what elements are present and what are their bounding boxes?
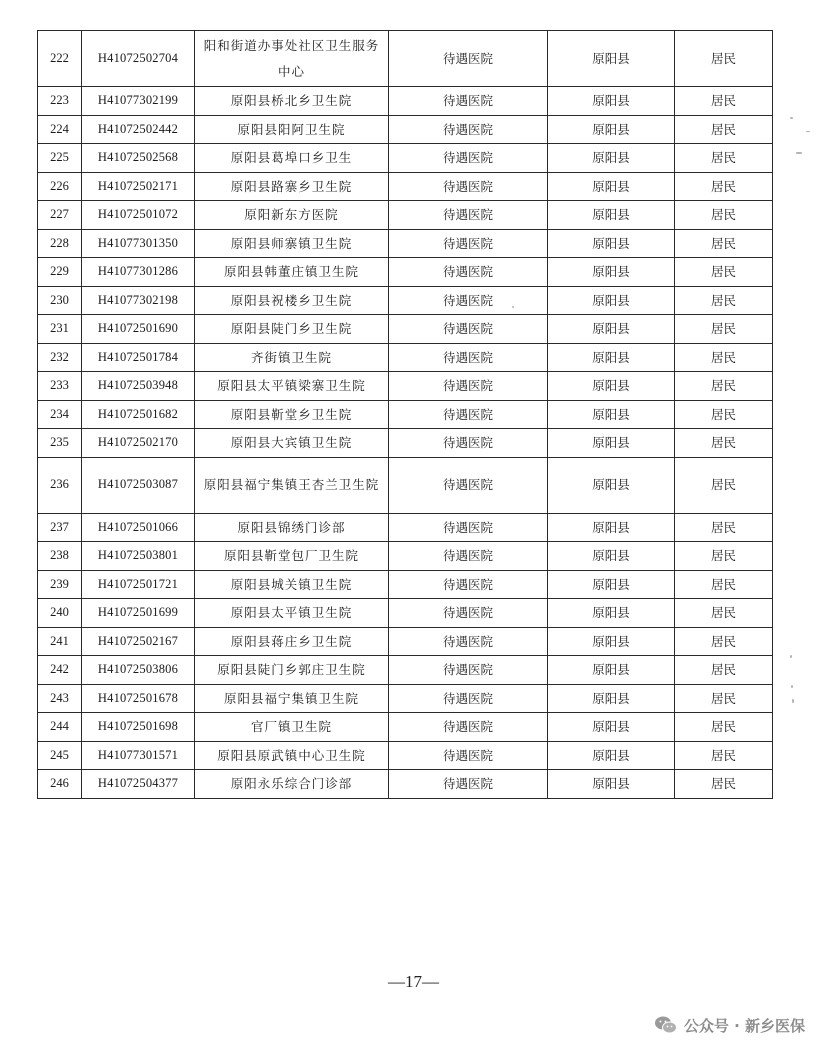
institution-name-cell: 原阳县陡门乡卫生院 [195,315,389,344]
table-row [38,144,773,173]
row-number-cell: 244 [38,713,82,742]
institution-code-cell: H41072504377 [82,770,195,799]
institution-name-cell: 原阳县锦绣门诊部 [195,513,389,542]
row-number-cell: 232 [38,343,82,372]
institution-code-cell: H41072501072 [82,201,195,230]
row-number-cell: 234 [38,400,82,429]
row-number-cell: 226 [38,172,82,201]
region-cell: 原阳县 [548,286,675,315]
region-cell: 原阳县 [548,315,675,344]
hospital-table [37,30,773,799]
insured-category-cell: 居民 [675,429,773,458]
region-cell: 原阳县 [548,599,675,628]
insured-category-cell: 居民 [675,286,773,315]
institution-code-cell: H41072501682 [82,400,195,429]
institution-type-cell: 待遇医院 [389,286,548,315]
region-cell: 原阳县 [548,115,675,144]
insured-category-cell: 居民 [675,258,773,287]
region-cell: 原阳县 [548,343,675,372]
institution-name-cell: 原阳县太平镇梁寨卫生院 [195,372,389,401]
table-row [38,201,773,230]
institution-type-cell: 待遇医院 [389,599,548,628]
institution-code-cell: H41072501690 [82,315,195,344]
row-number-cell: 245 [38,741,82,770]
row-number-cell: 223 [38,87,82,116]
insured-category-cell: 居民 [675,656,773,685]
insured-category-cell: 居民 [675,343,773,372]
row-number-cell: 238 [38,542,82,571]
region-cell: 原阳县 [548,229,675,258]
region-cell: 原阳县 [548,372,675,401]
row-number-cell: 227 [38,201,82,230]
insured-category-cell: 居民 [675,400,773,429]
institution-code-cell: H41077302199 [82,87,195,116]
row-number-cell: 230 [38,286,82,315]
institution-code-cell: H41077301350 [82,229,195,258]
row-number-cell: 242 [38,656,82,685]
institution-name-cell: 阳和街道办事处社区卫生服务中心 [195,31,389,87]
institution-name-cell: 原阳县靳堂乡卫生院 [195,400,389,429]
institution-type-cell: 待遇医院 [389,343,548,372]
region-cell: 原阳县 [548,258,675,287]
table-row [38,627,773,656]
table-row [38,741,773,770]
table-row [38,770,773,799]
institution-code-cell: H41077301286 [82,258,195,287]
row-number-cell: 235 [38,429,82,458]
region-cell: 原阳县 [548,429,675,458]
insured-category-cell: 居民 [675,229,773,258]
row-number-cell: 236 [38,457,82,513]
row-number-cell: 231 [38,315,82,344]
row-number-cell: 240 [38,599,82,628]
row-number-cell: 224 [38,115,82,144]
institution-code-cell: H41072502704 [82,31,195,87]
institution-code-cell: H41072503087 [82,457,195,513]
institution-name-cell: 原阳县城关镇卫生院 [195,570,389,599]
table-row [38,229,773,258]
institution-type-cell: 待遇医院 [389,258,548,287]
wechat-icon [654,1015,678,1035]
institution-type-cell: 待遇医院 [389,87,548,116]
table-row [38,31,773,87]
insured-category-cell: 居民 [675,201,773,230]
table-row [38,542,773,571]
institution-name-cell: 原阳县阳阿卫生院 [195,115,389,144]
row-number-cell: 243 [38,684,82,713]
institution-code-cell: H41077302198 [82,286,195,315]
insured-category-cell: 居民 [675,172,773,201]
institution-name-cell: 原阳县靳堂包厂卫生院 [195,542,389,571]
watermark [654,1012,805,1038]
institution-name-cell: 原阳县福宁集镇王杏兰卫生院 [195,457,389,513]
institution-name-cell: 原阳新东方医院 [195,201,389,230]
region-cell: 原阳县 [548,31,675,87]
table-row [38,286,773,315]
table-row [38,400,773,429]
region-cell: 原阳县 [548,713,675,742]
institution-code-cell: H41072503948 [82,372,195,401]
institution-code-cell: H41072501699 [82,599,195,628]
insured-category-cell: 居民 [675,457,773,513]
institution-code-cell: H41077301571 [82,741,195,770]
table-body [38,31,773,799]
institution-type-cell: 待遇医院 [389,542,548,571]
insured-category-cell: 居民 [675,315,773,344]
scan-speck [512,306,514,308]
institution-name-cell: 原阳县路寨乡卫生院 [195,172,389,201]
insured-category-cell: 居民 [675,627,773,656]
institution-type-cell: 待遇医院 [389,770,548,799]
institution-code-cell: H41072502171 [82,172,195,201]
institution-name-cell: 原阳县韩董庄镇卫生院 [195,258,389,287]
row-number-cell: 237 [38,513,82,542]
institution-name-cell: 原阳县太平镇卫生院 [195,599,389,628]
institution-code-cell: H41072501678 [82,684,195,713]
scan-speck [791,685,793,688]
region-cell: 原阳县 [548,400,675,429]
table-row [38,343,773,372]
scan-speck [806,131,810,132]
insured-category-cell: 居民 [675,684,773,713]
table-row [38,115,773,144]
scan-speck [790,117,793,119]
insured-category-cell: 居民 [675,570,773,599]
row-number-cell: 225 [38,144,82,173]
institution-name-cell: 原阳永乐综合门诊部 [195,770,389,799]
institution-type-cell: 待遇医院 [389,201,548,230]
institution-type-cell: 待遇医院 [389,627,548,656]
insured-category-cell: 居民 [675,599,773,628]
region-cell: 原阳县 [548,770,675,799]
institution-type-cell: 待遇医院 [389,115,548,144]
row-number-cell: 222 [38,31,82,87]
institution-name-cell: 原阳县祝楼乡卫生院 [195,286,389,315]
scan-speck [796,152,802,154]
region-cell: 原阳县 [548,513,675,542]
region-cell: 原阳县 [548,570,675,599]
table-row [38,513,773,542]
insured-category-cell: 居民 [675,372,773,401]
row-number-cell: 241 [38,627,82,656]
table-row [38,656,773,685]
scan-speck [792,699,794,703]
institution-type-cell: 待遇医院 [389,741,548,770]
table-row [38,684,773,713]
insured-category-cell: 居民 [675,713,773,742]
institution-name-cell: 原阳县桥北乡卫生院 [195,87,389,116]
institution-code-cell: H41072502442 [82,115,195,144]
scan-speck [790,655,792,658]
table-row [38,87,773,116]
institution-code-cell: H41072502167 [82,627,195,656]
insured-category-cell: 居民 [675,87,773,116]
insured-category-cell: 居民 [675,144,773,173]
institution-type-cell: 待遇医院 [389,656,548,685]
institution-type-cell: 待遇医院 [389,172,548,201]
table-row [38,429,773,458]
institution-code-cell: H41072502568 [82,144,195,173]
region-cell: 原阳县 [548,201,675,230]
institution-name-cell: 原阳县原武镇中心卫生院 [195,741,389,770]
region-cell: 原阳县 [548,87,675,116]
region-cell: 原阳县 [548,684,675,713]
institution-code-cell: H41072501698 [82,713,195,742]
table-row [38,258,773,287]
table-row [38,599,773,628]
institution-type-cell: 待遇医院 [389,229,548,258]
insured-category-cell: 居民 [675,31,773,87]
row-number-cell: 229 [38,258,82,287]
institution-code-cell: H41072501784 [82,343,195,372]
insured-category-cell: 居民 [675,513,773,542]
institution-type-cell: 待遇医院 [389,372,548,401]
region-cell: 原阳县 [548,741,675,770]
page-number: —17— [388,972,439,991]
institution-code-cell: H41072501721 [82,570,195,599]
table-row [38,172,773,201]
institution-name-cell: 官厂镇卫生院 [195,713,389,742]
row-number-cell: 233 [38,372,82,401]
institution-code-cell: H41072503806 [82,656,195,685]
row-number-cell: 228 [38,229,82,258]
institution-type-cell: 待遇医院 [389,457,548,513]
insured-category-cell: 居民 [675,542,773,571]
table-row [38,315,773,344]
institution-code-cell: H41072501066 [82,513,195,542]
institution-type-cell: 待遇医院 [389,429,548,458]
table-row [38,372,773,401]
insured-category-cell: 居民 [675,770,773,799]
institution-type-cell: 待遇医院 [389,513,548,542]
region-cell: 原阳县 [548,144,675,173]
institution-type-cell: 待遇医院 [389,570,548,599]
institution-name-cell: 齐街镇卫生院 [195,343,389,372]
region-cell: 原阳县 [548,172,675,201]
table-row [38,570,773,599]
region-cell: 原阳县 [548,656,675,685]
row-number-cell: 239 [38,570,82,599]
institution-type-cell: 待遇医院 [389,144,548,173]
table-row [38,457,773,513]
institution-name-cell: 原阳县大宾镇卫生院 [195,429,389,458]
institution-name-cell: 原阳县蒋庄乡卫生院 [195,627,389,656]
institution-type-cell: 待遇医院 [389,400,548,429]
institution-type-cell: 待遇医院 [389,684,548,713]
table-row [38,713,773,742]
institution-name-cell: 原阳县葛埠口乡卫生 [195,144,389,173]
region-cell: 原阳县 [548,457,675,513]
institution-name-cell: 原阳县福宁集镇卫生院 [195,684,389,713]
institution-name-cell: 原阳县师寨镇卫生院 [195,229,389,258]
institution-type-cell: 待遇医院 [389,315,548,344]
institution-code-cell: H41072502170 [82,429,195,458]
institution-type-cell: 待遇医院 [389,713,548,742]
institution-code-cell: H41072503801 [82,542,195,571]
insured-category-cell: 居民 [675,115,773,144]
watermark-text: 公众号 · 新乡医保 [683,1016,805,1035]
institution-type-cell: 待遇医院 [389,31,548,87]
institution-name-cell: 原阳县陡门乡郭庄卫生院 [195,656,389,685]
insured-category-cell: 居民 [675,741,773,770]
region-cell: 原阳县 [548,542,675,571]
row-number-cell: 246 [38,770,82,799]
region-cell: 原阳县 [548,627,675,656]
